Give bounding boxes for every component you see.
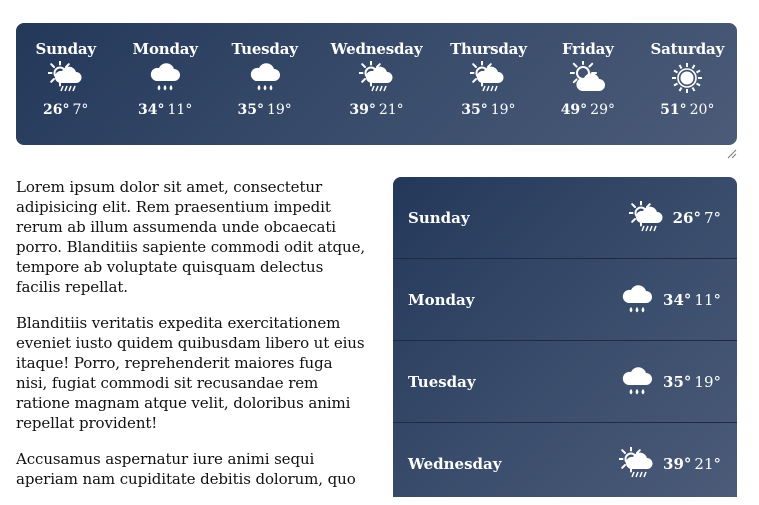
sun-cloud-rain-icon <box>48 61 84 95</box>
low-temp: 21° <box>694 454 721 473</box>
cloud-rain-icon <box>147 61 183 95</box>
temperature-range <box>237 101 291 119</box>
low-temp: 29° <box>590 102 615 118</box>
high-temp: 39° <box>349 102 376 118</box>
temperature-range <box>663 455 721 473</box>
forecast-day-thursday <box>439 23 538 145</box>
list-item <box>393 177 737 259</box>
day-label: Thursday <box>450 40 527 58</box>
day-label: Monday <box>132 40 198 58</box>
sun-cloud-icon <box>570 61 606 95</box>
sun-cloud-rain-icon <box>619 447 655 481</box>
low-temp: 7° <box>72 102 89 118</box>
low-temp: 7° <box>703 208 721 227</box>
sun-cloud-rain-icon <box>359 61 395 95</box>
low-temp: 11° <box>694 290 721 309</box>
high-temp: 34° <box>138 102 165 118</box>
sun-cloud-rain-icon <box>470 61 506 95</box>
temperature-range <box>660 101 714 119</box>
temperature-range <box>138 101 192 119</box>
day-label: Tuesday <box>231 40 298 58</box>
temperature-range <box>349 101 403 119</box>
low-temp: 19° <box>490 102 516 118</box>
list-item <box>393 259 737 341</box>
forecast-day-friday <box>538 23 637 145</box>
paragraph: Accusamus aspernatur iure animi sequi aperiam nam cupiditate debitis dolorum, quo <box>16 450 356 488</box>
day-label: Monday <box>408 290 475 309</box>
temperature-range <box>43 101 88 119</box>
low-temp: 19° <box>266 102 292 118</box>
day-label: Sunday <box>408 208 470 227</box>
forecast-day-tuesday <box>215 23 314 145</box>
sun-icon <box>669 61 705 95</box>
high-temp: 35° <box>461 102 488 118</box>
day-label: Wednesday <box>408 454 502 473</box>
day-label: Friday <box>561 40 614 58</box>
list-item <box>393 423 737 497</box>
high-temp: 51° <box>660 102 687 118</box>
forecast-day-monday <box>115 23 214 145</box>
weekly-forecast-strip <box>16 23 737 145</box>
list-item <box>393 341 737 423</box>
high-temp: 26° <box>43 102 70 118</box>
forecast-day-saturday <box>638 23 737 145</box>
low-temp: 20° <box>689 102 715 118</box>
day-label: Wednesday <box>330 40 423 58</box>
temperature-range <box>673 209 721 227</box>
low-temp: 19° <box>694 372 721 391</box>
high-temp: 49° <box>560 102 588 118</box>
temperature-range <box>663 291 721 309</box>
low-temp: 11° <box>167 102 193 118</box>
resize-handle-icon[interactable] <box>727 149 737 159</box>
high-temp: 34° <box>663 290 692 309</box>
temperature-range <box>663 373 721 391</box>
paragraph: Lorem ipsum dolor sit amet, consectetur adipisicing elit. Rem praesentium impedit rerum ab illum assumenda unde obcaecati porro. Blanditiis sapiente commodi odit atque, tempore ab voluptate quisquam delectus facilis repellat. <box>16 178 366 296</box>
sun-cloud-rain-icon <box>629 201 665 235</box>
high-temp: 35° <box>237 102 264 118</box>
article-text <box>16 177 368 505</box>
cloud-rain-icon <box>247 61 283 95</box>
cloud-rain-icon <box>619 283 655 317</box>
day-label: Tuesday <box>408 372 476 391</box>
day-label: Saturday <box>650 40 725 58</box>
forecast-day-sunday <box>16 23 115 145</box>
paragraph: Blanditiis veritatis expedita exercitationem eveniet iusto quidem quibusdam libero ut eius itaque! Porro, reprehenderit maiores fuga nisi, fugiat commodi sit recusandae rem ratione magnam atque velit, doloribus animi repellat provident! <box>16 314 365 432</box>
forecast-day-wednesday <box>314 23 438 145</box>
low-temp: 21° <box>378 102 404 118</box>
high-temp: 26° <box>672 208 701 227</box>
high-temp: 39° <box>663 454 692 473</box>
temperature-range <box>561 101 615 119</box>
day-label: Sunday <box>35 40 96 58</box>
temperature-range <box>461 101 515 119</box>
high-temp: 35° <box>663 372 692 391</box>
cloud-rain-icon <box>619 365 655 399</box>
daily-forecast-list <box>393 177 737 497</box>
